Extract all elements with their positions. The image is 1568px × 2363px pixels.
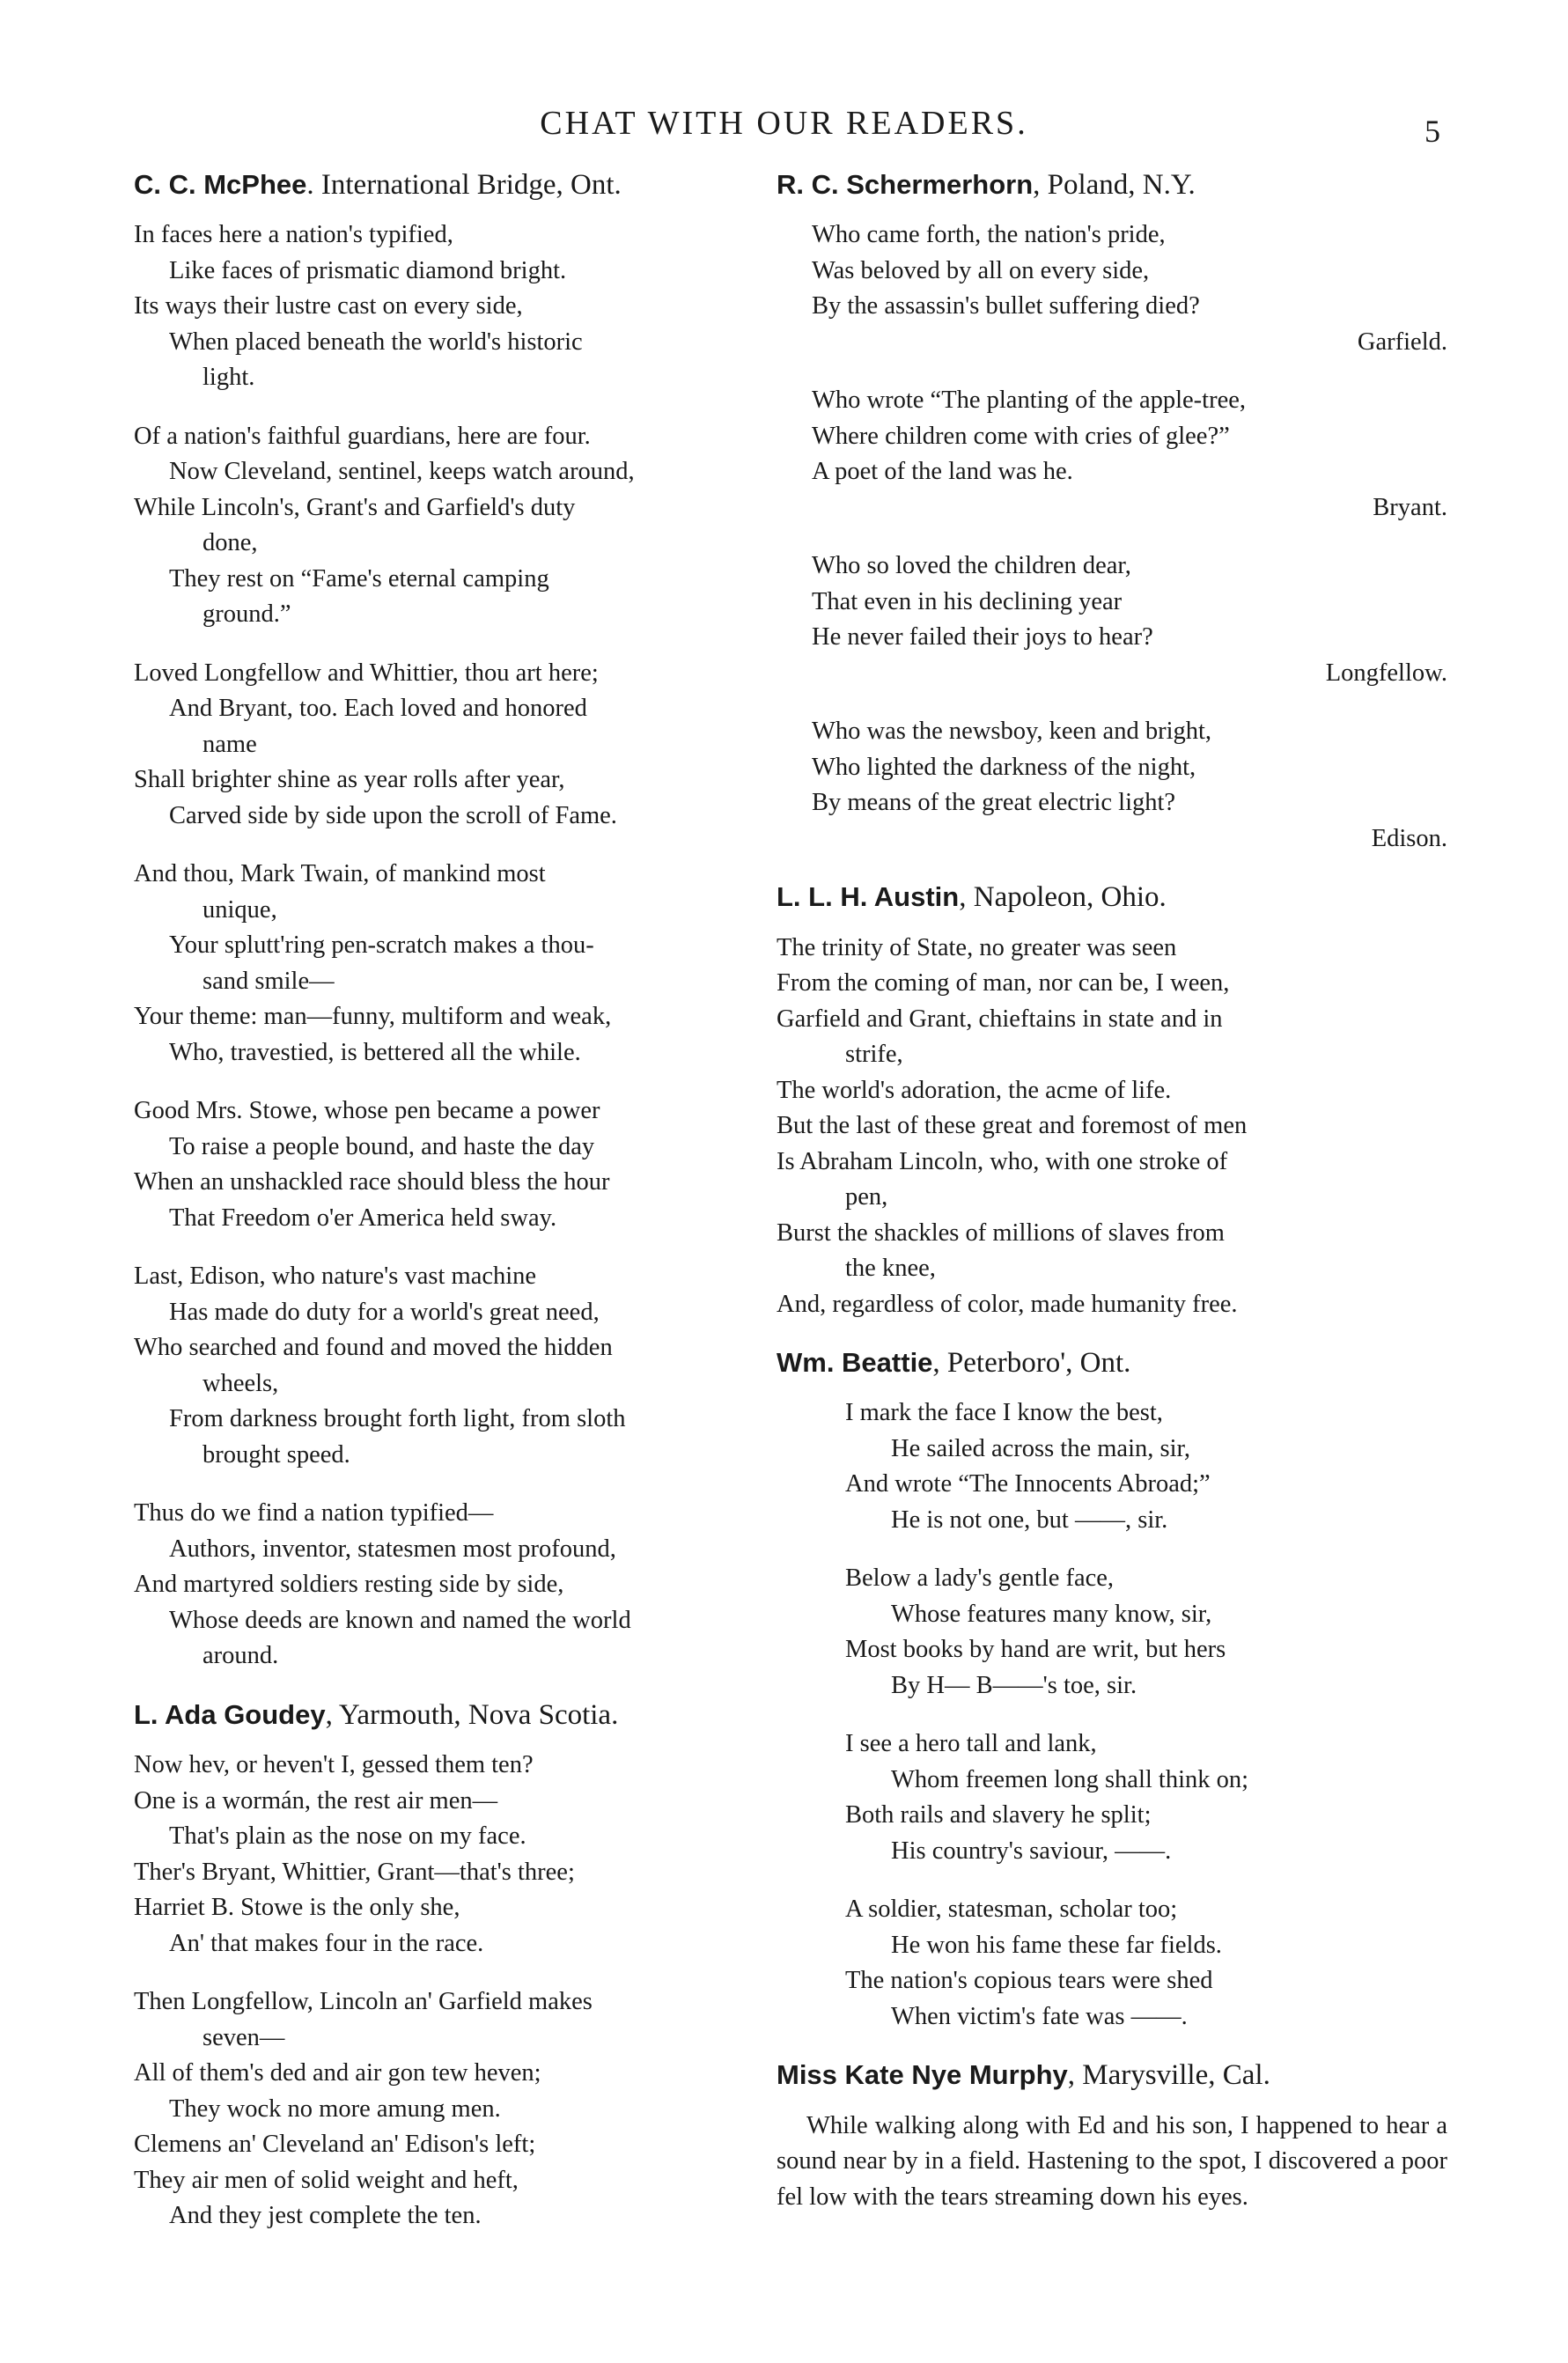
verse-line: A poet of the land was he.	[812, 458, 1073, 486]
entry	[777, 167, 1447, 857]
verse-line: And they jest complete the ten.	[169, 2202, 482, 2229]
verse-line: Shall brighter shine as year rolls after year,	[134, 766, 565, 794]
prose-paragraph: While walking along with Ed and his son, I happened to hear a sound near by in a field. Hastening to the spot, I discovered a poor fel low with the tears streaming down his eyes.	[777, 2111, 1447, 2211]
verse-line: In faces here a nation's typified,	[134, 221, 453, 249]
verse-line: But the last of these great and foremost of men	[777, 1112, 1248, 1139]
entry-author	[777, 2058, 1447, 2094]
verse-line: Who lighted the darkness of the night,	[812, 753, 1196, 781]
verse-line: The world's adoration, the acme of life.	[777, 1076, 1172, 1104]
verse-line: Who, travestied, is bettered all the while.	[169, 1038, 581, 1066]
verse-line: That's plain as the nose on my face.	[169, 1822, 526, 1850]
verse-line: Of a nation's faithful guardians, here are four.	[134, 422, 591, 450]
stanza	[777, 1561, 1447, 1704]
verse-line: Burst the shackles of millions of slaves from	[777, 1218, 1225, 1247]
stanza	[777, 931, 1447, 1323]
verse-line: When placed beneath the world's historic	[169, 328, 583, 356]
stanza	[777, 217, 1447, 360]
verse-line: Who so loved the children dear,	[812, 552, 1131, 580]
verse-line: Clemens an' Cleveland an' Edison's left;	[134, 2131, 536, 2158]
verse-line: While Lincoln's, Grant's and Garfield's duty	[134, 493, 576, 521]
entry-author	[777, 1345, 1447, 1381]
left-column	[134, 167, 787, 2257]
verse-line: pen,	[845, 1183, 888, 1211]
verse-line: Thus do we find a nation typified—	[134, 1499, 494, 1527]
verse-line: I mark the face I know the best,	[845, 1399, 1163, 1427]
verse-line: A soldier, statesman, scholar too;	[845, 1896, 1178, 1924]
stanza	[777, 1395, 1447, 1538]
entry	[134, 167, 787, 1675]
verse-line: Good Mrs. Stowe, whose pen became a power	[134, 1097, 600, 1125]
stanza	[134, 656, 787, 835]
verse-line: And thou, Mark Twain, of mankind most	[134, 860, 546, 888]
verse-line: Like faces of prismatic diamond bright.	[169, 256, 567, 284]
stanza	[777, 548, 1447, 691]
stanza	[134, 1093, 787, 1236]
verse-line: done,	[202, 529, 258, 557]
author-name: L. Ada Goudey	[134, 1698, 326, 1730]
verse-line: They wock no more amung men.	[169, 2094, 501, 2123]
answer: Longfellow.	[1325, 659, 1447, 687]
verse-line: unique,	[202, 895, 277, 924]
stanza	[777, 1892, 1447, 2035]
answer: Bryant.	[1373, 493, 1447, 521]
verse-line: By H— B——'s toe, sir.	[891, 1671, 1137, 1699]
author-place: , Peterboro', Ont.	[932, 1347, 1131, 1379]
verse-line: the knee,	[845, 1255, 936, 1282]
verse-line: And martyred soldiers resting side by side,	[134, 1571, 564, 1599]
verse-line: His country's saviour, ——.	[891, 1837, 1172, 1865]
author-place: , Napoleon, Ohio.	[959, 881, 1167, 914]
entry	[777, 1345, 1447, 2035]
verse-line: light.	[202, 364, 255, 392]
answer: Garfield.	[1357, 328, 1447, 356]
verse-line: wheels,	[202, 1369, 279, 1397]
stanza	[134, 419, 787, 633]
verse-line: I see a hero tall and lank,	[845, 1730, 1097, 1758]
verse-line: One is a wormán, the rest air men—	[134, 1786, 498, 1815]
page-number: 5	[1424, 114, 1440, 149]
entry	[777, 2058, 1447, 2215]
verse-line: Then Longfellow, Lincoln an' Garfield makes	[134, 1988, 593, 2015]
verse-line: Now Cleveland, sentinel, keeps watch around,	[169, 458, 635, 486]
verse-line: Has made do duty for a world's great need,	[169, 1298, 600, 1326]
verse-line: Ther's Bryant, Whittier, Grant—that's three;	[134, 1858, 575, 1886]
verse-line: All of them's ded and air gon tew heven;	[134, 2059, 541, 2087]
entry-author	[777, 880, 1447, 916]
verse-line: An' that makes four in the race.	[169, 1929, 484, 1957]
verse-line: seven—	[202, 2023, 285, 2051]
verse-line: They rest on “Fame's eternal camping	[169, 564, 549, 593]
verse-line: Below a lady's gentle face,	[845, 1564, 1115, 1593]
stanza	[134, 857, 787, 1071]
author-place: , Marysville, Cal.	[1067, 2059, 1270, 2092]
answer: Edison.	[1371, 824, 1447, 852]
verse-line: That Freedom o'er America held sway.	[169, 1204, 557, 1232]
verse-line: Your theme: man—funny, multiform and weak,	[134, 1003, 612, 1031]
stanza	[134, 1496, 787, 1675]
verse-line: They air men of solid weight and heft,	[134, 2166, 519, 2194]
verse-line: Who was the newsboy, keen and bright,	[812, 718, 1212, 746]
verse-line: The nation's copious tears were shed	[845, 1967, 1213, 1995]
author-place: . International Bridge, Ont.	[306, 169, 622, 201]
verse-line: By means of the great electric light?	[812, 789, 1176, 817]
verse-line: When victim's fate was ——.	[891, 2002, 1188, 2030]
verse-line: Who came forth, the nation's pride,	[812, 221, 1166, 249]
stanza	[777, 1726, 1447, 1869]
entry	[777, 880, 1447, 1322]
verse-line: Where children come with cries of glee?”	[812, 422, 1230, 450]
stanza	[134, 1748, 787, 1962]
author-name: L. L. H. Austin	[777, 881, 960, 913]
verse-line: From the coming of man, nor can be, I ween,	[777, 969, 1230, 997]
verse-line: And wrote “The Innocents Abroad;”	[845, 1470, 1211, 1498]
entry	[134, 1697, 787, 2234]
verse-line: Whom freemen long shall think on;	[891, 1765, 1249, 1793]
entry-author	[777, 167, 1447, 203]
verse-line: He is not one, but ——, sir.	[891, 1505, 1168, 1534]
verse-line: ground.”	[202, 600, 291, 629]
verse-line: Most books by hand are writ, but hers	[845, 1636, 1226, 1664]
entry-author	[134, 1697, 787, 1734]
verse-line: around.	[202, 1642, 279, 1670]
right-column	[777, 167, 1447, 2234]
verse-line: Who searched and found and moved the hidden	[134, 1334, 613, 1362]
verse-line: Loved Longfellow and Whittier, thou art here;	[134, 659, 599, 687]
author-name: Miss Kate Nye Murphy	[777, 2059, 1068, 2091]
stanza	[134, 217, 787, 396]
verse-line: To raise a people bound, and haste the day	[169, 1132, 595, 1160]
verse-line: When an unshackled race should bless the hour	[134, 1168, 610, 1196]
verse-line: Harriet B. Stowe is the only she,	[134, 1894, 460, 1921]
verse-line: Whose features many know, sir,	[891, 1600, 1212, 1628]
verse-line: He never failed their joys to hear?	[812, 623, 1153, 651]
verse-line: Was beloved by all on every side,	[812, 256, 1150, 284]
verse-line: Its ways their lustre cast on every side,	[134, 292, 523, 320]
verse-line: Authors, inventor, statesmen most profound,	[169, 1535, 616, 1563]
verse-line: Is Abraham Lincoln, who, with one stroke of	[777, 1147, 1228, 1175]
verse-line: And Bryant, too. Each loved and honored	[169, 695, 587, 723]
verse-line: sand smile—	[202, 967, 335, 995]
entry-author	[134, 167, 787, 203]
verse-line: He sailed across the main, sir,	[891, 1434, 1190, 1462]
author-place: , Yarmouth, Nova Scotia.	[325, 1698, 619, 1731]
verse-line: name	[202, 730, 257, 758]
author-name: R. C. Schermerhorn	[777, 169, 1034, 200]
verse-line: Whose deeds are known and named the world	[169, 1606, 631, 1634]
verse-line: From darkness brought forth light, from sloth	[169, 1405, 626, 1433]
verse-line: Your splutt'ring pen-scratch makes a thou-	[169, 931, 594, 960]
stanza	[777, 714, 1447, 857]
verse-line: Carved side by side upon the scroll of Fame.	[169, 801, 617, 829]
verse-line: Last, Edison, who nature's vast machine	[134, 1262, 537, 1291]
verse-line: By the assassin's bullet suffering died?	[812, 292, 1200, 320]
verse-line: brought speed.	[202, 1440, 350, 1469]
stanza	[134, 1984, 787, 2234]
stanza	[134, 1259, 787, 1473]
verse-line: Who wrote “The planting of the apple-tree,	[812, 386, 1247, 415]
verse-line: Garfield and Grant, chieftains in state and in	[777, 1005, 1223, 1033]
verse-line: Both rails and slavery he split;	[845, 1801, 1152, 1829]
verse-line: The trinity of State, no greater was seen	[777, 933, 1177, 961]
verse-line: He won his fame these far fields.	[891, 1931, 1222, 1959]
author-name: C. C. McPhee	[134, 169, 307, 200]
running-header: CHAT WITH OUR READERS.	[540, 105, 1028, 142]
author-place: , Poland, N.Y.	[1033, 169, 1196, 201]
verse-line: strife,	[845, 1041, 903, 1068]
author-name: Wm. Beattie	[777, 1347, 933, 1378]
stanza	[777, 383, 1447, 526]
verse-line: And, regardless of color, made humanity free.	[777, 1290, 1238, 1318]
verse-line: Now hev, or heven't I, gessed them ten?	[134, 1751, 534, 1778]
verse-line: That even in his declining year	[812, 587, 1123, 615]
